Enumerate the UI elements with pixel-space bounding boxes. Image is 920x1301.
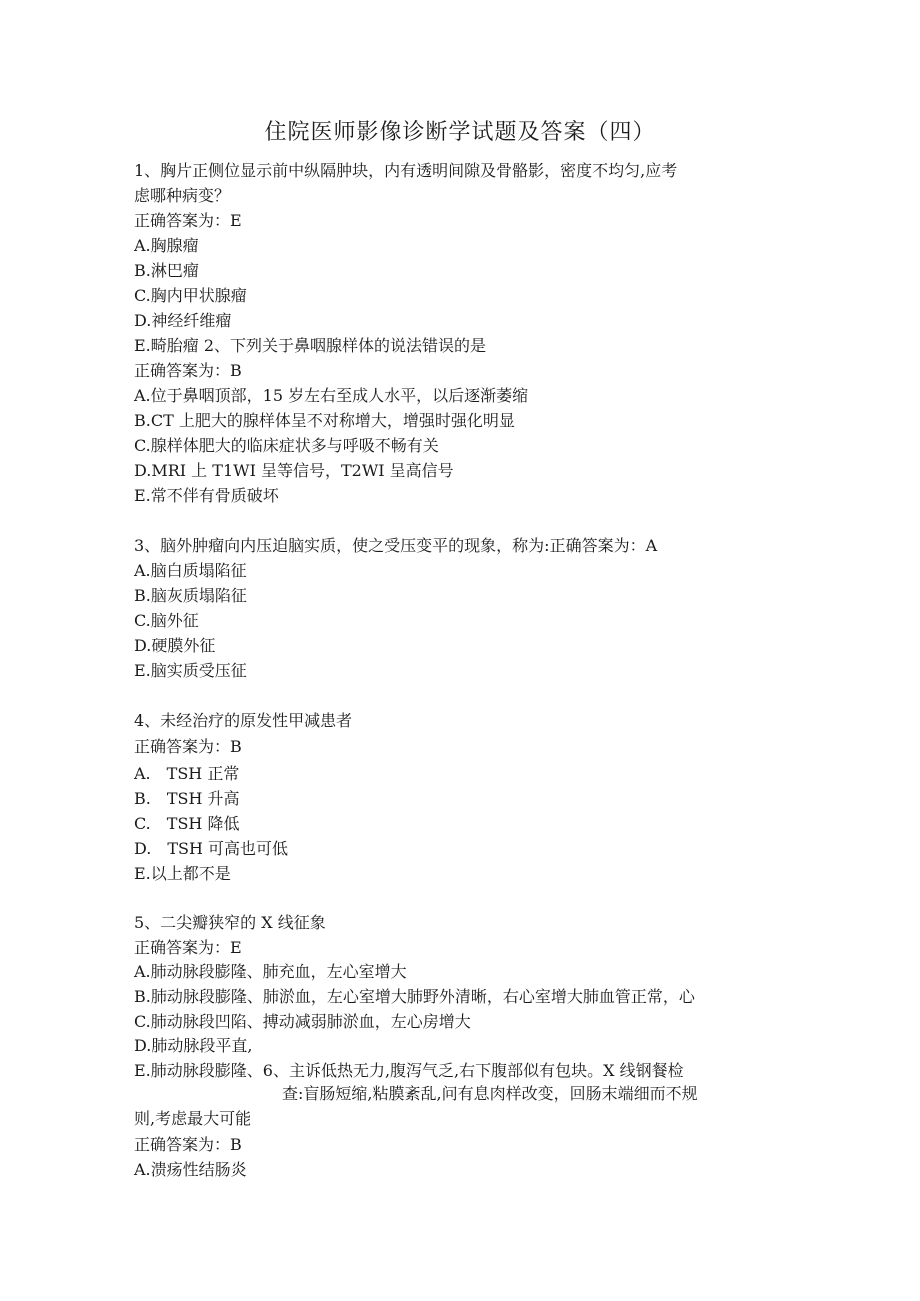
document-title: 住院医师影像诊断学试题及答案（四） xyxy=(264,120,656,145)
option-letter: A. xyxy=(134,764,151,783)
question-5-answer: 正确答案为：E xyxy=(134,938,242,957)
question-3-option-d: D.硬膜外征 xyxy=(134,636,216,655)
question-3-option-c: C.脑外征 xyxy=(134,611,199,630)
question-2-option-a: A.位于鼻咽顶部，15 岁左右至成人水平，以后逐渐萎缩 xyxy=(134,386,529,405)
question-5-option-d: D.肺动脉段平直, xyxy=(134,1036,253,1055)
question-1-text-cont: 虑哪种病变？ xyxy=(134,186,231,205)
question-2-option-e: E.常不伴有骨质破坏 xyxy=(134,486,279,505)
question-1-option-b: B.淋巴瘤 xyxy=(134,261,199,280)
question-1-option-e-question-2: E.畸胎瘤 2、下列关于鼻咽腺样体的说法错误的是 xyxy=(134,336,487,355)
question-6-text-cont-2: 则,考虑最大可能 xyxy=(134,1109,252,1128)
question-4-option-b xyxy=(134,788,240,810)
question-1-answer: 正确答案为：E xyxy=(134,211,242,230)
question-5-option-e-question-6: E.肺动脉段膨隆、6、主诉低热无力,腹泻气乏,右下腹部似有包块。X 线钢餐检 xyxy=(134,1061,684,1080)
question-4-option-d xyxy=(134,838,288,860)
question-3-option-a: A.脑白质塌陷征 xyxy=(134,561,247,580)
option-text: TSH 降低 xyxy=(166,814,240,833)
question-5-option-a: A.肺动脉段膨隆、肺充血，左心室增大 xyxy=(134,962,407,981)
question-4-text: 4、未经治疗的原发性甲减患者 xyxy=(134,711,353,730)
question-6-answer: 正确答案为：B xyxy=(134,1135,242,1154)
question-2-option-d: D.MRI 上 T1WI 呈等信号，T2WI 呈高信号 xyxy=(134,461,454,480)
question-1-option-d: D.神经纤维瘤 xyxy=(134,311,232,330)
question-6-option-a: A.溃疡性结肠炎 xyxy=(134,1160,247,1179)
option-letter: C. xyxy=(134,814,151,833)
option-text: TSH 可高也可低 xyxy=(167,839,289,858)
option-letter: B. xyxy=(134,789,151,808)
question-4-option-e: E.以上都不是 xyxy=(134,864,231,883)
question-2-option-b: B.CT 上肥大的腺样体呈不对称增大，增强时强化明显 xyxy=(134,411,515,430)
question-6-text-cont: 查:盲肠短缩,粘膜紊乱,问有息肉样改变，回肠末端细而不规 xyxy=(282,1084,698,1103)
question-5-text: 5、二尖瓣狭窄的 X 线征象 xyxy=(134,913,326,932)
question-1-option-a: A.胸腺瘤 xyxy=(134,236,199,255)
question-3-text: 3、脑外肿瘤向内压迫脑实质，使之受压变平的现象，称为:正确答案为：A xyxy=(134,536,658,555)
option-text: TSH 正常 xyxy=(166,764,240,783)
option-text: TSH 升高 xyxy=(166,789,240,808)
question-2-answer: 正确答案为：B xyxy=(134,361,242,380)
question-5-option-c: C.肺动脉段凹陷、搏动减弱肺淤血，左心房增大 xyxy=(134,1012,471,1031)
question-4-option-c xyxy=(134,813,239,835)
question-4-answer: 正确答案为：B xyxy=(134,737,242,756)
option-letter: D. xyxy=(134,839,152,858)
question-1-text: 1、胸片正侧位显示前中纵隔肿块，内有透明间隙及骨骼影，密度不均匀,应考 xyxy=(134,161,678,180)
question-4-option-a xyxy=(134,763,239,785)
question-5-option-b: B.肺动脉段膨隆、肺淤血，左心室增大肺野外清晰，右心室增大肺血管正常，心 xyxy=(134,987,695,1006)
question-1-option-c: C.胸内甲状腺瘤 xyxy=(134,286,247,305)
question-3-option-e: E.脑实质受压征 xyxy=(134,661,247,680)
question-2-option-c: C.腺样体肥大的临床症状多与呼吸不畅有关 xyxy=(134,436,439,455)
question-3-option-b: B.脑灰质塌陷征 xyxy=(134,586,247,605)
